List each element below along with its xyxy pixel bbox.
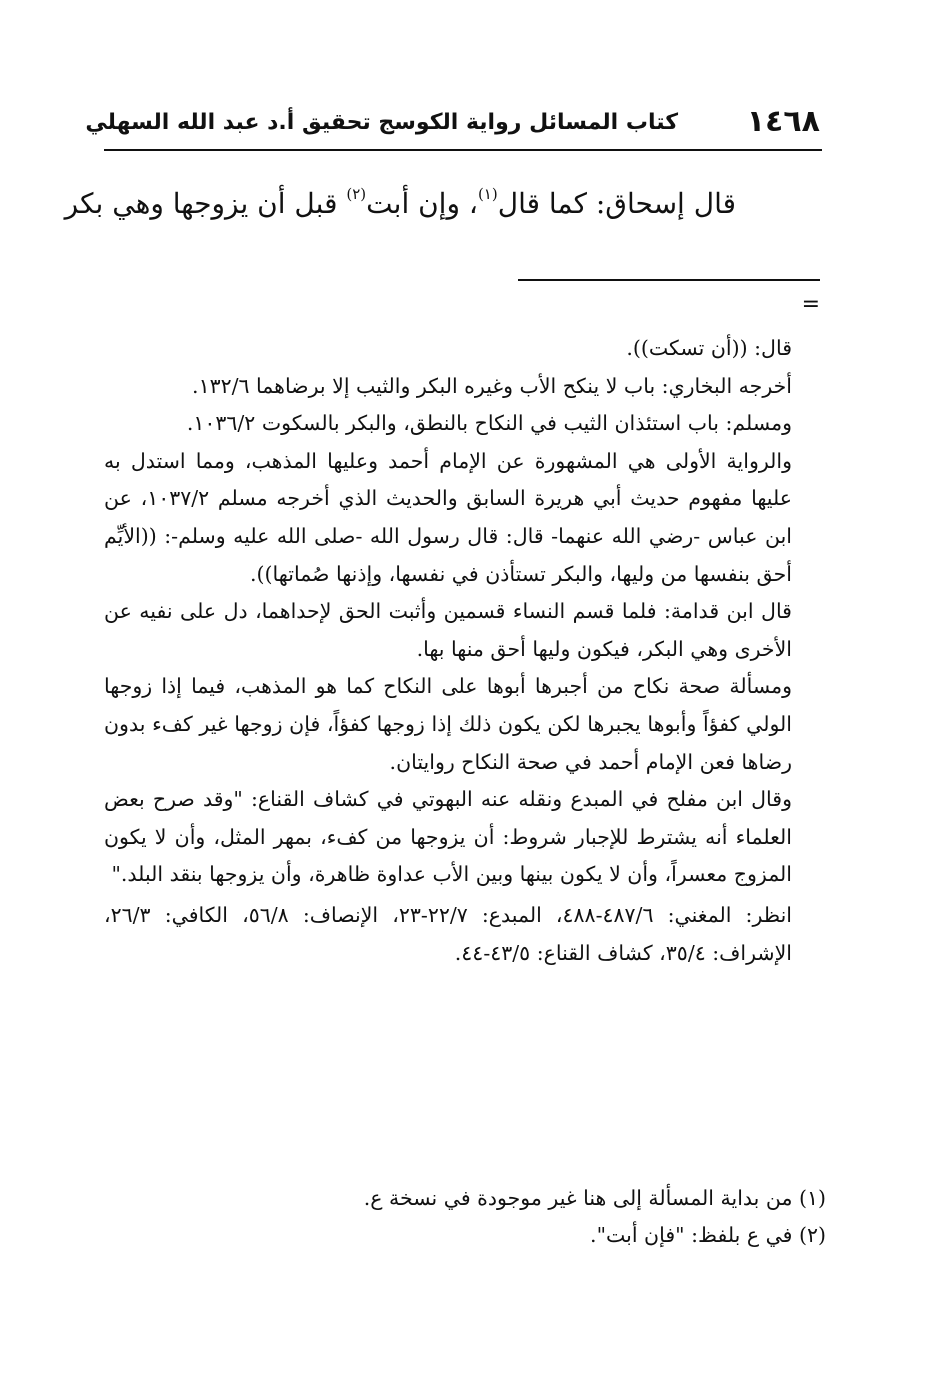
header-rule: [104, 149, 822, 151]
main-text-part-2: ، وإن أبت: [366, 187, 478, 220]
footnote-ref-1[interactable]: (١): [477, 185, 498, 203]
footnote-separator-rule: [518, 279, 820, 281]
footnote-paragraph: قال ابن قدامة: فلما قسم النساء قسمين وأثبت الحق لإحداهما، دل على نفيه عن الأخرى وهي البكر، فيكون وليها أحق منها بها.: [104, 599, 792, 661]
footnote-paragraph: ومسألة صحة نكاح من أجبرها أبوها على النكاح كما هو المذهب، فيما إذا زوجها الولي كفؤاً وأبوها يجبرها لكن يكون ذلك إذا زوجها كفؤاً، فإن زوجها غير كفء بدون رضاها فعن الإمام أحمد في صحة النكاح روايتان.: [104, 674, 792, 774]
main-text-part-1: قال إسحاق: كما قال: [497, 187, 736, 220]
main-text-line: [64, 180, 736, 228]
page-header: [85, 102, 828, 142]
footnote-1: (١) من بداية المسألة إلى هنا غير موجودة في نسخة ع.: [363, 1186, 826, 1210]
footnote-references: انظر: المغني: ٤٨٧/٦-٤٨٨، المبدع: ٢٢/٧-٢٣، الإنصاف: ٥٦/٨، الكافي: ٢٦/٣، الإشراف: ٣٥/٤، كشاف القناع: ٤٣/٥-٤٤.: [104, 902, 792, 965]
main-text-part-3: قبل أن يزوجها وهي بكر: [64, 187, 347, 220]
footnotes-list: [108, 1180, 826, 1254]
footnote-paragraph: قال: ((أن تسكت)).: [626, 336, 792, 360]
footnote-2: (٢) في ع بلفظ: "فإن أبت".: [590, 1223, 826, 1247]
running-title: كتاب المسائل رواية الكوسج تحقيق أ.د عبد الله السهلي: [85, 110, 678, 135]
footnote-paragraph: والرواية الأولى هي المشهورة عن الإمام أحمد وعليها المذهب، ومما استدل به عليها مفهوم حديث أبي هريرة السابق والحديث الذي أخرجه مسلم ١٠٣٧/٢، عن ابن عباس -رضي الله عنهما- قال: قال رسول الله -صلى الله عليه وسلم-: ((الأيِّم أحق بنفسها من وليها، والبكر تستأذن في نفسها، وإذنها صُماتها)).: [104, 448, 792, 586]
footnote-paragraph: ومسلم: باب استئذان الثيب في النكاح بالنطق، والبكر بالسكوت ١٠٣٦/٢.: [186, 411, 792, 436]
footnote-paragraph: أخرجه البخاري: باب لا ينكح الأب وغيره البكر والثيب إلا برضاهما ١٣٢/٦.: [192, 373, 792, 398]
page-number: ١٤٦٨: [746, 104, 820, 139]
footnote-continuation-block: [104, 330, 792, 972]
footnote-continuation-mark: =: [801, 292, 820, 317]
footnote-ref-2[interactable]: (٢): [346, 185, 367, 203]
footnote-paragraph: وقال ابن مفلح في المبدع ونقله عنه البهوتي في كشاف القناع: "وقد صرح بعض العلماء أنه يشترط للإجبار شروط: أن يزوجها من كفء، بمهر المثل، وأن لا يكون المزوج معسراً، وأن لا يكون بينها وبين الأب عداوة ظاهرة، وأن يزوجها بنقد البلد.": [104, 787, 792, 887]
